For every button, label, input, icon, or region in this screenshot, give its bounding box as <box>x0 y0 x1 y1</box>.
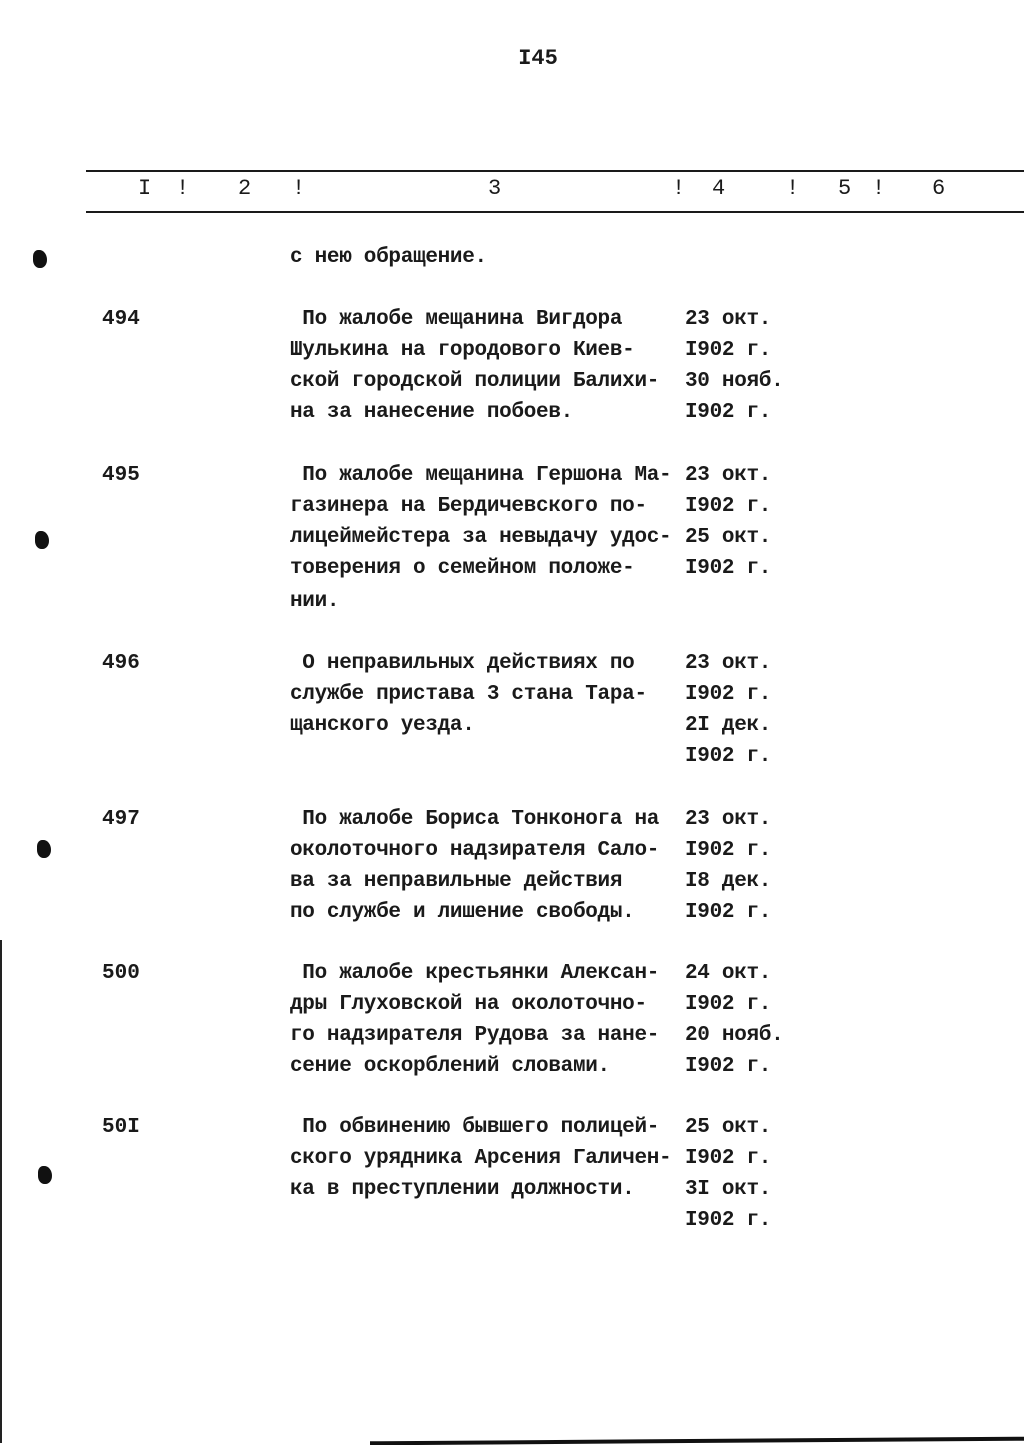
entry-number: 50I <box>102 1116 140 1139</box>
entry-date: 23 окт. <box>685 308 772 331</box>
entry-line: сение оскорблений словами. <box>290 1055 610 1078</box>
column-header: I <box>138 176 152 201</box>
entry-line: По обвинению бывшего полицей- <box>290 1116 660 1139</box>
entry-date: I902 г. <box>685 1055 772 1078</box>
entry-number: 496 <box>102 652 140 675</box>
entry-line: ского урядника Арсения Галичен- <box>290 1147 672 1170</box>
column-separator: ! <box>292 176 306 201</box>
entry-date: 20 нояб. <box>685 1024 784 1047</box>
column-separator: ! <box>176 176 190 201</box>
entry-line: службе пристава 3 стана Тара- <box>290 683 647 706</box>
column-separator: ! <box>872 176 886 201</box>
column-separator: ! <box>786 176 800 201</box>
entry-date: I902 г. <box>685 683 772 706</box>
column-header: 2 <box>238 176 252 201</box>
entry-number: 494 <box>102 308 140 331</box>
column-header: 6 <box>932 176 946 201</box>
entry-line: ка в преступлении должности. <box>290 1178 635 1201</box>
entry-date: I902 г. <box>685 1209 772 1232</box>
entry-date: I8 дек. <box>685 870 772 893</box>
column-header: 3 <box>488 176 502 201</box>
scan-edge-line <box>0 940 2 1443</box>
entry-line: лицеймейстера за невыдачу удос- <box>290 526 672 549</box>
entry-line: ской городской полиции Балихи- <box>290 370 660 393</box>
entry-number: 500 <box>102 962 140 985</box>
entry-date: 2I дек. <box>685 714 772 737</box>
entry-line: на за нанесение побоев. <box>290 401 573 424</box>
header-rule-bottom <box>86 211 1024 213</box>
binder-hole-mark <box>38 1166 52 1184</box>
entry-date: I902 г. <box>685 557 772 580</box>
entry-line: По жалобе мещанина Гершона Ма- <box>290 464 672 487</box>
entry-line: газинера на Бердичевского по- <box>290 495 647 518</box>
entry-line: по службе и лишение свободы. <box>290 901 635 924</box>
entry-line: Шулькина на городового Киев- <box>290 339 635 362</box>
entry-line: По жалобе Бориса Тонконога на <box>290 808 660 831</box>
entry-date: 23 окт. <box>685 652 772 675</box>
entry-date: I902 г. <box>685 495 772 518</box>
entry-date: 24 окт. <box>685 962 772 985</box>
entry-date: I902 г. <box>685 339 772 362</box>
binder-hole-mark <box>33 250 47 268</box>
entry-date: I902 г. <box>685 901 772 924</box>
column-separator: ! <box>672 176 686 201</box>
entry-date: I902 г. <box>685 839 772 862</box>
entry-date: I902 г. <box>685 401 772 424</box>
entry-line: ва за неправильные действия <box>290 870 623 893</box>
binder-hole-mark <box>37 840 51 858</box>
entry-line: околоточного надзирателя Сало- <box>290 839 660 862</box>
entry-line: По жалобе мещанина Вигдора <box>290 308 623 331</box>
entry-line: нии. <box>290 590 340 613</box>
entry-line: О неправильных действиях по <box>290 652 635 675</box>
column-header: 5 <box>838 176 852 201</box>
entry-date: 25 окт. <box>685 526 772 549</box>
entry-line: товерения о семейном положе- <box>290 557 635 580</box>
entry-date: 3I окт. <box>685 1178 772 1201</box>
entry-number: 497 <box>102 808 140 831</box>
entry-line: го надзирателя Рудова за нане- <box>290 1024 660 1047</box>
entry-date: I902 г. <box>685 993 772 1016</box>
entry-date: 30 нояб. <box>685 370 784 393</box>
entry-date: 23 окт. <box>685 464 772 487</box>
column-header: 4 <box>712 176 726 201</box>
entry-date: 25 окт. <box>685 1116 772 1139</box>
scan-bottom-edge <box>370 1437 1024 1445</box>
header-rule-top <box>86 170 1024 172</box>
entry-date: I902 г. <box>685 1147 772 1170</box>
continuation-text: с нею обращение. <box>290 246 487 269</box>
entry-line: щанского уезда. <box>290 714 475 737</box>
entry-number: 495 <box>102 464 140 487</box>
entry-line: По жалобе крестьянки Алексан- <box>290 962 660 985</box>
binder-hole-mark <box>35 531 49 549</box>
page-number: I45 <box>518 46 558 71</box>
entry-line: дры Глуховской на околоточно- <box>290 993 647 1016</box>
entry-date: 23 окт. <box>685 808 772 831</box>
entry-date: I902 г. <box>685 745 772 768</box>
